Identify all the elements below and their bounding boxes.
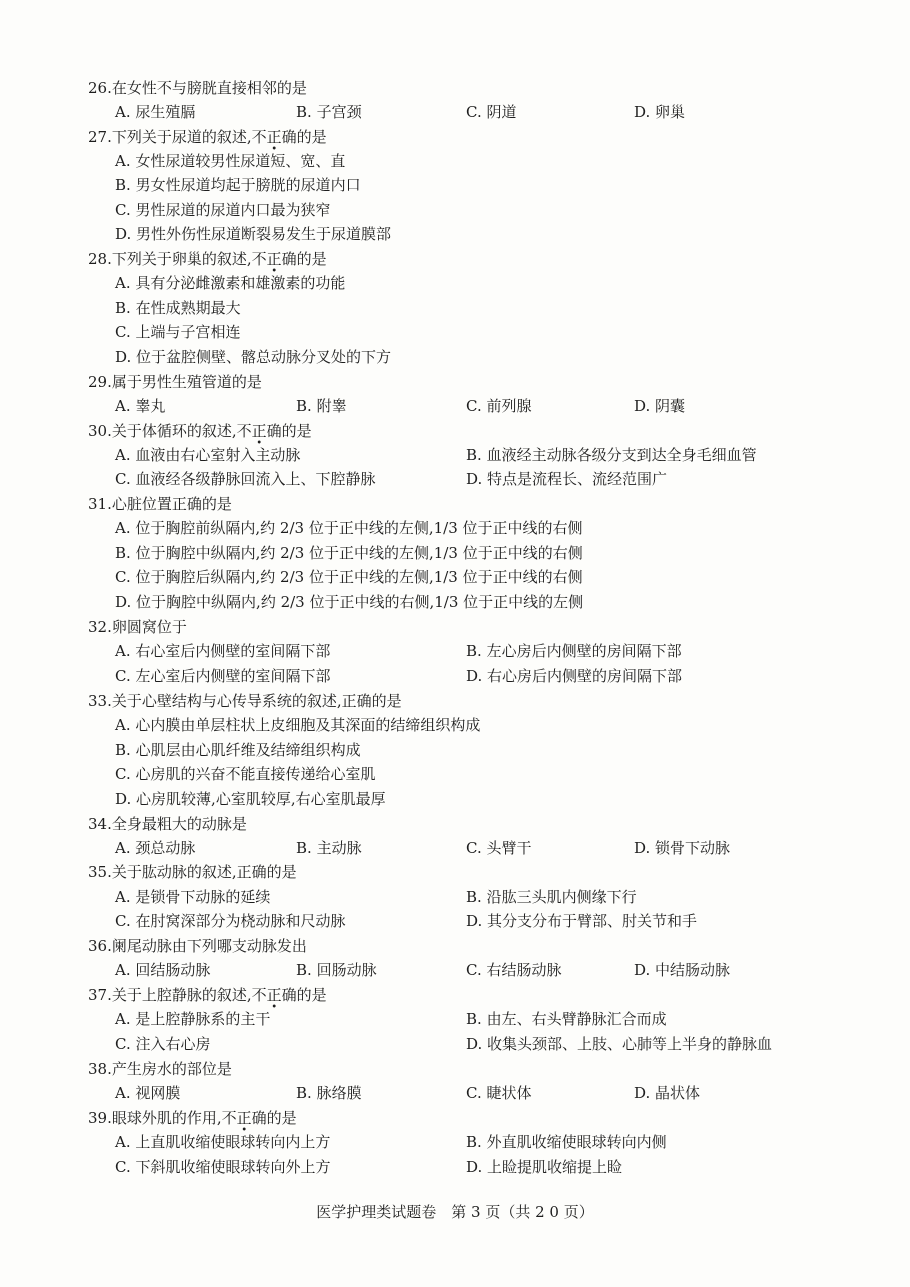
question-39: 39.眼球外肌的作用,不正确的是	[88, 1109, 297, 1127]
question-33: 33.关于心壁结构与心传导系统的叙述,正确的是	[88, 692, 402, 710]
question-number: 30	[88, 422, 108, 440]
question-30: 30.关于体循环的叙述,不正确的是	[88, 422, 312, 440]
option-a: A. 睾丸	[115, 397, 166, 415]
option-d: D. 男性外伤性尿道断裂易发生于尿道膜部	[115, 225, 392, 243]
option-a: A. 视网膜	[115, 1084, 181, 1102]
option-a: A. 具有分泌雌激素和雄激素的功能	[115, 274, 346, 292]
emphasis-text: 不正确	[251, 128, 297, 146]
option-d: D. 心房肌较薄,心室肌较厚,右心室肌最厚	[115, 790, 386, 808]
question-text: 全身最粗大的动脉是	[111, 815, 247, 833]
option-c: C. 男性尿道的尿道内口最为狭窄	[115, 201, 331, 219]
option-a: A. 上直肌收缩使眼球转向内上方	[115, 1133, 331, 1151]
question-number: 38	[88, 1060, 108, 1078]
option-b: B. 由左、右头臂静脉汇合而成	[466, 1010, 667, 1028]
option-c: C. 上端与子宫相连	[115, 323, 241, 341]
option-a: A. 尿生殖膈	[115, 103, 196, 121]
question-text: 阑尾动脉由下列哪支动脉发出	[111, 937, 307, 955]
question-number: 28	[88, 250, 108, 268]
option-a: A. 女性尿道较男性尿道短、宽、直	[115, 152, 346, 170]
question-text: 心脏位置正确的是	[111, 495, 232, 513]
option-b: B. 附睾	[296, 397, 347, 415]
question-26: 26.在女性不与膀胱直接相邻的是	[88, 79, 307, 97]
emphasis-text: 不正确	[236, 422, 282, 440]
option-c: C. 右结肠动脉	[466, 961, 562, 979]
question-32: 32.卵圆窝位于	[88, 618, 187, 636]
question-number: 32	[88, 618, 108, 636]
emphasis-text: 不正确	[221, 1109, 267, 1127]
option-b: B. 左心房后内侧壁的房间隔下部	[466, 642, 682, 660]
question-text: 产生房水的部位是	[111, 1060, 232, 1078]
option-d: D. 阴囊	[634, 397, 686, 415]
option-d: D. 特点是流程长、流经范围广	[466, 470, 668, 488]
option-c: C. 头臂干	[466, 839, 532, 857]
option-b: B. 子宫颈	[296, 103, 362, 121]
option-b: B. 心肌层由心肌纤维及结缔组织构成	[115, 741, 361, 759]
question-number: 35	[88, 863, 108, 881]
option-a: A. 心内膜由单层柱状上皮细胞及其深面的结缔组织构成	[115, 716, 481, 734]
option-c: C. 左心室后内侧壁的室间隔下部	[115, 667, 331, 685]
question-27: 27.下列关于尿道的叙述,不正确的是	[88, 128, 327, 146]
emphasis-text: 不正确	[251, 250, 297, 268]
question-number: 27	[88, 128, 108, 146]
option-b: B. 血液经主动脉各级分支到达全身毛细血管	[466, 446, 757, 464]
question-text: 在女性不与膀胱直接相邻的是	[111, 79, 307, 97]
option-a: A. 是上腔静脉系的主干	[115, 1010, 271, 1028]
option-c: C. 血液经各级静脉回流入上、下腔静脉	[115, 470, 376, 488]
option-d: D. 卵巢	[634, 103, 686, 121]
option-b: B. 主动脉	[296, 839, 362, 857]
question-number: 31	[88, 495, 108, 513]
option-b: B. 在性成熟期最大	[115, 299, 241, 317]
option-a: A. 是锁骨下动脉的延续	[115, 888, 271, 906]
question-number: 34	[88, 815, 108, 833]
option-b: B. 回肠动脉	[296, 961, 377, 979]
option-c: C. 心房肌的兴奋不能直接传递给心室肌	[115, 765, 376, 783]
question-29: 29.属于男性生殖管道的是	[88, 373, 262, 391]
question-36: 36.阑尾动脉由下列哪支动脉发出	[88, 937, 307, 955]
option-d: D. 收集头颈部、上肢、心肺等上半身的静脉血	[466, 1035, 773, 1053]
option-c: C. 下斜肌收缩使眼球转向外上方	[115, 1158, 331, 1176]
option-d: D. 中结肠动脉	[634, 961, 731, 979]
option-a: A. 位于胸腔前纵隔内,约 2/3 位于正中线的左侧,1/3 位于正中线的右侧	[115, 519, 583, 537]
option-a: A. 右心室后内侧壁的室间隔下部	[115, 642, 331, 660]
question-number: 29	[88, 373, 108, 391]
option-c: C. 注入右心房	[115, 1035, 211, 1053]
option-c: C. 阴道	[466, 103, 517, 121]
question-38: 38.产生房水的部位是	[88, 1060, 232, 1078]
option-c: C. 前列腺	[466, 397, 532, 415]
option-a: A. 颈总动脉	[115, 839, 196, 857]
question-37: 37.关于上腔静脉的叙述,不正确的是	[88, 986, 327, 1004]
option-d: D. 上睑提肌收缩提上睑	[466, 1158, 623, 1176]
option-c: C. 位于胸腔后纵隔内,约 2/3 位于正中线的左侧,1/3 位于正中线的右侧	[115, 568, 583, 586]
option-c: C. 在肘窝深部分为桡动脉和尺动脉	[115, 912, 346, 930]
option-d: D. 晶状体	[634, 1084, 701, 1102]
option-b: B. 男女性尿道均起于膀胱的尿道内口	[115, 176, 361, 194]
option-c: C. 睫状体	[466, 1084, 532, 1102]
option-d: D. 锁骨下动脉	[634, 839, 731, 857]
option-d: D. 位于盆腔侧壁、髂总动脉分叉处的下方	[115, 348, 392, 366]
question-number: 39	[88, 1109, 108, 1127]
option-b: B. 位于胸腔中纵隔内,约 2/3 位于正中线的左侧,1/3 位于正中线的右侧	[115, 544, 583, 562]
question-35: 35.关于肱动脉的叙述,正确的是	[88, 863, 297, 881]
question-number: 33	[88, 692, 108, 710]
question-31: 31.心脏位置正确的是	[88, 495, 232, 513]
option-b: B. 沿肱三头肌内侧缘下行	[466, 888, 637, 906]
question-number: 37	[88, 986, 108, 1004]
option-b: B. 外直肌收缩使眼球转向内侧	[466, 1133, 667, 1151]
question-text: 关于心壁结构与心传导系统的叙述,正确的是	[111, 692, 402, 710]
page-footer: 医学护理类试题卷 第 3 页（共 2 0 页）	[316, 1203, 594, 1221]
option-d: D. 右心房后内侧壁的房间隔下部	[466, 667, 683, 685]
question-text: 关于肱动脉的叙述,正确的是	[111, 863, 297, 881]
option-d: D. 其分支分布于臂部、肘关节和手	[466, 912, 698, 930]
option-b: B. 脉络膜	[296, 1084, 362, 1102]
emphasis-text: 不正确	[251, 986, 297, 1004]
question-text: 属于男性生殖管道的是	[111, 373, 262, 391]
option-d: D. 位于胸腔中纵隔内,约 2/3 位于正中线的右侧,1/3 位于正中线的左侧	[115, 593, 584, 611]
question-text: 卵圆窝位于	[111, 618, 187, 636]
option-a: A. 血液由右心室射入主动脉	[115, 446, 301, 464]
option-a: A. 回结肠动脉	[115, 961, 211, 979]
question-28: 28.下列关于卵巢的叙述,不正确的是	[88, 250, 327, 268]
question-number: 36	[88, 937, 108, 955]
question-number: 26	[88, 79, 108, 97]
question-34: 34.全身最粗大的动脉是	[88, 815, 247, 833]
